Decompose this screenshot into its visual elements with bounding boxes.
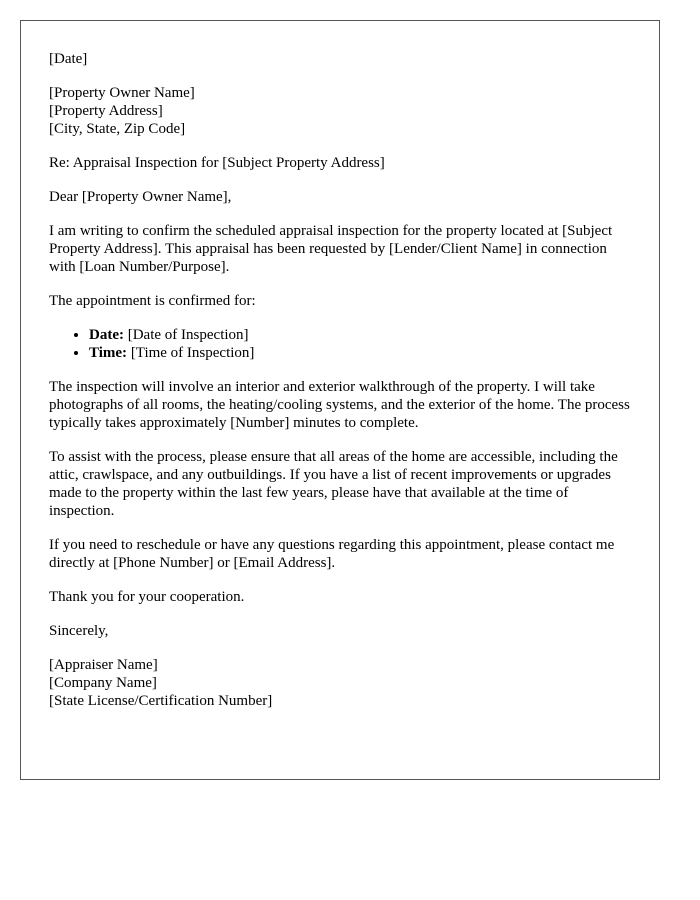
body-paragraph-contact: If you need to reschedule or have any questions regarding this appointment, please contact me directly at [Phone Number] or [Email Address]. [49, 537, 615, 571]
letter-page [20, 20, 660, 780]
recipient-address [49, 84, 631, 138]
appointment-time-value: [Time of Inspection] [127, 345, 255, 361]
salutation: Dear [Property Owner Name], [49, 189, 232, 205]
appointment-time-label: Time: [89, 345, 128, 361]
appointment-date-label: Date: [89, 327, 124, 343]
body-paragraph-inspection: The inspection will involve an interior and exterior walkthrough of the property. I will take photographs of all rooms, the heating/cooling systems, and the exterior of the home. The process typically takes approximately [Number] minutes to complete. [49, 379, 630, 431]
signature-block [49, 656, 631, 710]
subject-line: Re: Appraisal Inspection for [Subject Property Address] [49, 155, 385, 171]
body-paragraph-access: To assist with the process, please ensure that all areas of the home are accessible, including the attic, crawlspace, and any outbuildings. If you have a list of recent improvements or upgrades made to the property within the last few years, please have that available at the time of inspection. [49, 449, 618, 519]
license-number: [State License/Certification Number] [49, 693, 273, 709]
appointment-date-value: [Date of Inspection] [123, 327, 249, 343]
company-name: [Company Name] [49, 675, 157, 691]
appraiser-name: [Appraiser Name] [49, 657, 158, 673]
letter-date: [Date] [49, 51, 88, 67]
recipient-city-state-zip: [City, State, Zip Code] [49, 121, 186, 137]
appointment-intro: The appointment is confirmed for: [49, 293, 256, 309]
body-paragraph-intro: I am writing to confirm the scheduled appraisal inspection for the property located at [Subject Property Address]. This appraisal has been requested by [Lender/Client Name] in connection with [Loan Number/Purpose]. [49, 223, 613, 275]
appointment-list [49, 326, 631, 362]
closing: Sincerely, [49, 623, 109, 639]
appointment-time-item [89, 344, 631, 362]
recipient-street: [Property Address] [49, 103, 163, 119]
appointment-date-item [89, 326, 631, 344]
thanks-line: Thank you for your cooperation. [49, 589, 245, 605]
recipient-name: [Property Owner Name] [49, 85, 195, 101]
